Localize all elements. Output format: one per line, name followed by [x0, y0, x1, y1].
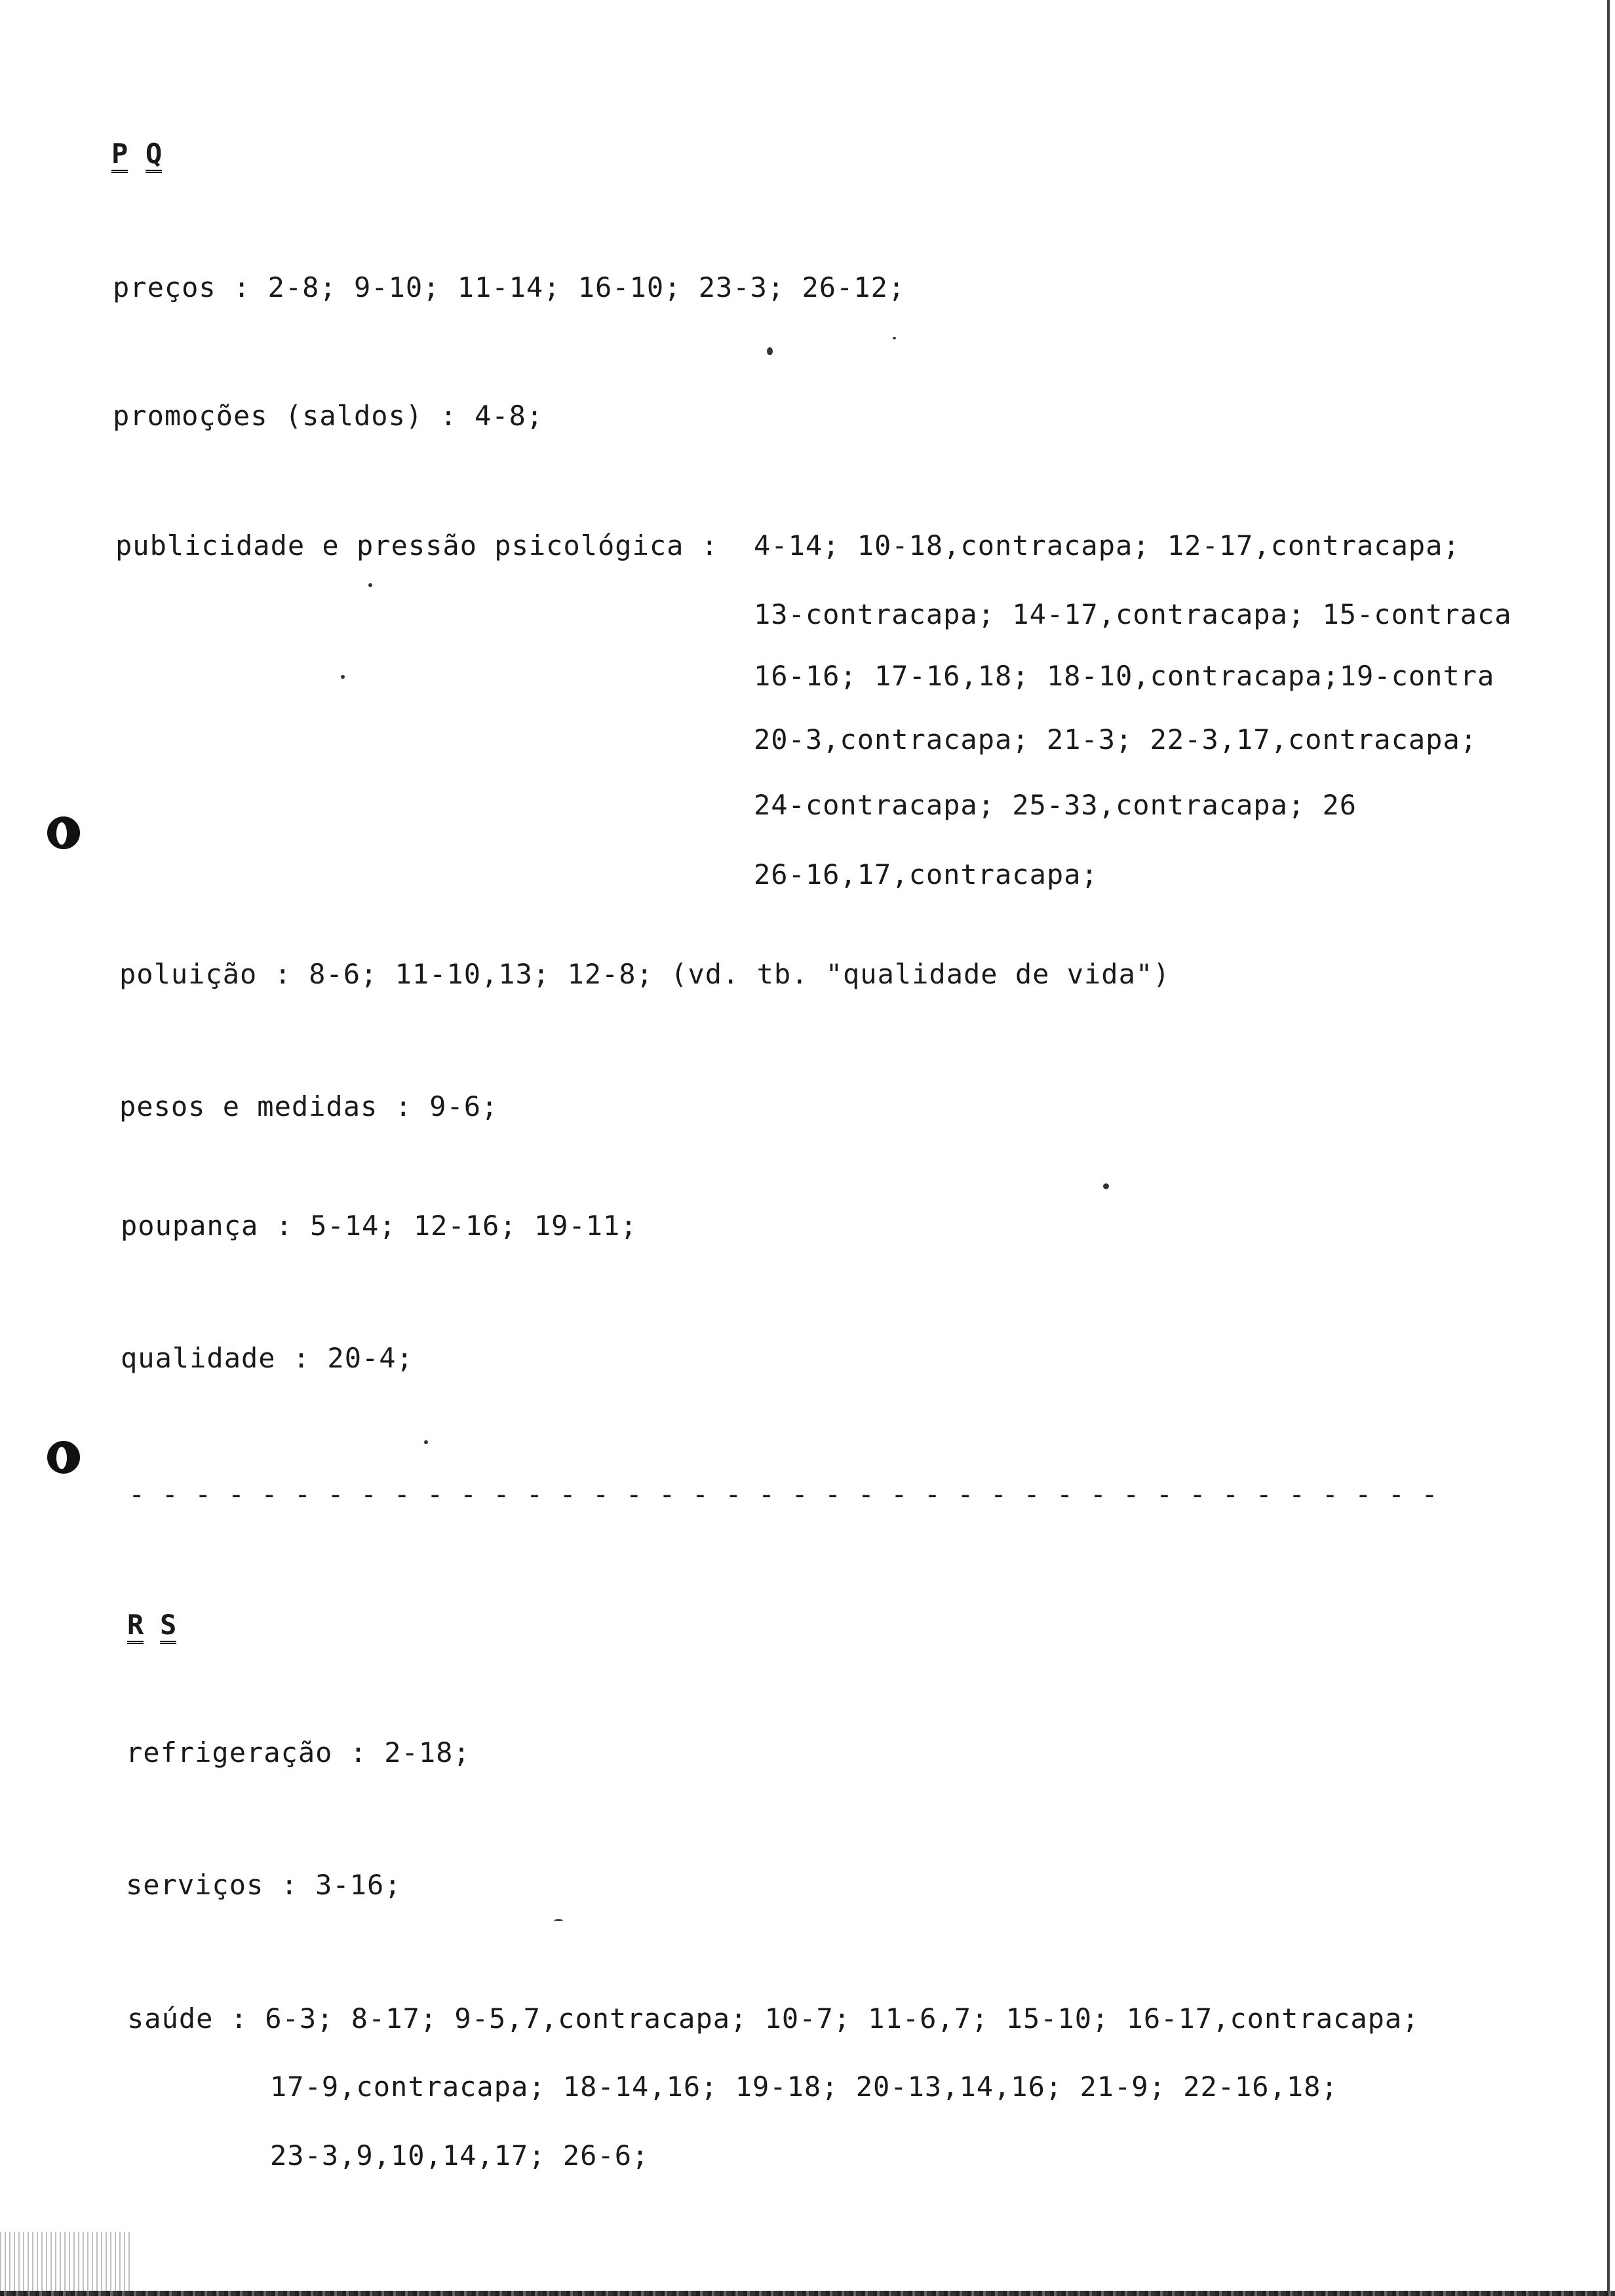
entry-servicos: serviços : 3-16;: [126, 1869, 402, 1901]
entry-publicidade-refs: 20-3,contracapa; 21-3; 22-3,17,contracapa;: [754, 723, 1478, 756]
section-header-q: Q: [146, 140, 162, 173]
entry-pesos-medidas: pesos e medidas : 9-6;: [119, 1090, 499, 1122]
punch-hole-icon: [47, 816, 80, 849]
entry-publicidade-refs: 16-16; 17-16,18; 18-10,contracapa;19-contra: [754, 660, 1495, 692]
entry-publicidade-refs: 4-14; 10-18,contracapa; 12-17,contracapa;: [754, 529, 1460, 562]
speck: [424, 1440, 428, 1444]
section-header-s: S: [160, 1611, 176, 1644]
entry-precos: preços : 2-8; 9-10; 11-14; 16-10; 23-3; 26-12;: [113, 271, 906, 303]
entry-saude: saúde : 6-3; 8-17; 9-5,7,contracapa; 10-7; 11-6,7; 15-10; 16-17,contracapa;: [127, 2002, 1420, 2035]
section-separator: - - - - - - - - - - - - - - - - - - - - - - - - - - - - - - - - - - - - - - - -: [128, 1478, 1438, 1510]
speck: [767, 347, 773, 355]
entry-publicidade-refs: 26-16,17,contracapa;: [754, 858, 1099, 890]
entry-poluicao: poluição : 8-6; 11-10,13; 12-8; (vd. tb. "qualidade de vida"): [119, 958, 1171, 990]
entry-saude-continued: 23-3,9,10,14,17; 26-6;: [270, 2139, 650, 2172]
scan-noise: [0, 2232, 131, 2291]
entry-promocoes: promoções (saldos) : 4-8;: [113, 400, 544, 432]
entry-poupanca: poupança : 5-14; 12-16; 19-11;: [121, 1210, 638, 1242]
entry-qualidade: qualidade : 20-4;: [121, 1342, 414, 1374]
speck: [341, 675, 345, 679]
scan-edge: [0, 2291, 1615, 2296]
speck: [1103, 1183, 1109, 1189]
entry-refrigeracao: refrigeração : 2-18;: [126, 1736, 471, 1769]
section-header-p: P: [111, 140, 128, 173]
scan-edge: [1607, 0, 1610, 2296]
speck: [554, 1919, 563, 1921]
entry-publicidade-label: publicidade e pressão psicológica :: [115, 529, 719, 562]
entry-publicidade-refs: 24-contracapa; 25-33,contracapa; 26: [754, 789, 1357, 821]
entry-publicidade-refs: 13-contracapa; 14-17,contracapa; 15-contraca: [754, 598, 1512, 630]
section-header-r: R: [127, 1611, 144, 1644]
punch-hole-icon: [47, 1441, 80, 1474]
entry-saude-continued: 17-9,contracapa; 18-14,16; 19-18; 20-13,14,16; 21-9; 22-16,18;: [270, 2071, 1338, 2103]
speck: [368, 583, 372, 587]
speck: [893, 337, 896, 339]
